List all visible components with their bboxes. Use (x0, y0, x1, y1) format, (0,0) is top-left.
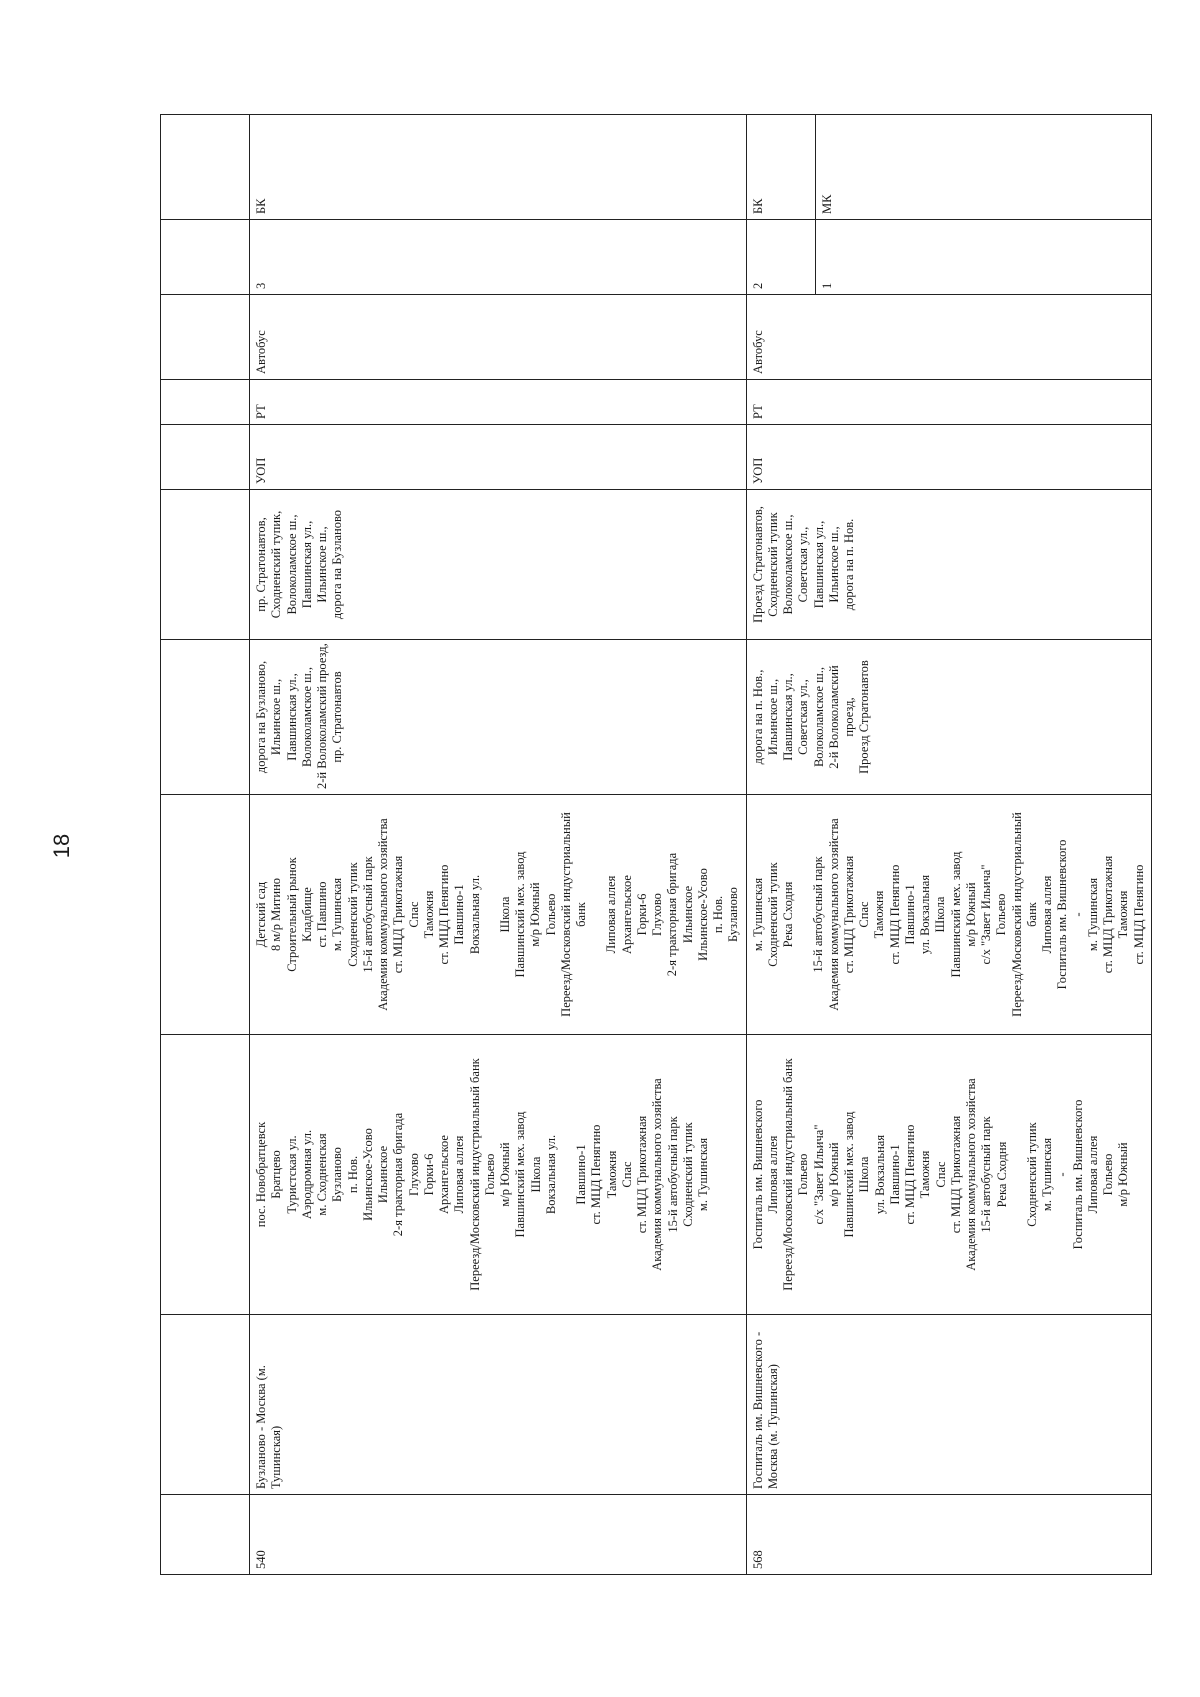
street-item: пр. Стратонавтов (330, 671, 345, 763)
stop-item: Бузланово (330, 1147, 345, 1202)
header-cell (161, 115, 250, 220)
page-number: 18 (49, 833, 74, 859)
street-item: 2-й Волоколамский проезд, (315, 643, 329, 789)
stop-item: Спас (857, 901, 871, 928)
stop-item: Спас (619, 1161, 634, 1188)
stop-item: Переезд/Московский индустриальный банк (558, 812, 588, 1017)
stop-item: 15-й автобусный парк (665, 1116, 680, 1233)
stop-item: Кладбище (299, 887, 314, 942)
stop-item: ул. Вокзальная (872, 1134, 887, 1215)
stop-item: Переезд/Московский индустриальный банк (467, 1058, 482, 1291)
stop-item: Академия коммунального хозяйства (376, 818, 390, 1011)
street-item: Сходненский тупик, (269, 510, 284, 619)
stop-item: Госпиталь им. Вишневского (1070, 1099, 1085, 1250)
street-item: Сходненский тупик (765, 512, 780, 617)
stop-item: ст. МЦД Трикотажная (1101, 855, 1115, 974)
tariff: РТ (250, 380, 747, 425)
stop-item: м/р Южный (1116, 1142, 1131, 1207)
stop-item: Аэродромная ул. (299, 1129, 314, 1220)
vehicle-class-value: БК (254, 198, 268, 214)
stop-item: Школа (497, 896, 512, 933)
header-cell (161, 380, 250, 425)
stop-item: м/р Южный (826, 1142, 841, 1207)
stop-item: Павшинский мех. завод (842, 1111, 856, 1238)
stop-item: м. Тушинская (330, 877, 345, 952)
stop-item: Школа (857, 1156, 872, 1193)
header-cell (161, 425, 250, 490)
stop-item (559, 1040, 574, 1309)
stop-item: Гольево (482, 1153, 497, 1196)
stop-item: м/р Южный (498, 1142, 512, 1207)
stop-item: Павшино-1 (887, 1144, 902, 1205)
stops-forward (250, 1035, 747, 1315)
stops-forward (746, 1035, 1151, 1315)
stop-item: Гольево (543, 893, 558, 936)
vehicle-count (746, 220, 1151, 295)
stop-item: Академия коммунального хозяйства (964, 1078, 978, 1271)
stop-item: м. Тушинская (696, 1137, 710, 1212)
stop-item: ст. МЦД Пенягино (1131, 864, 1146, 965)
stop-item: Таможня (604, 1150, 619, 1199)
stop-item: ст. МЦД Пенягино (589, 1124, 604, 1225)
stop-item: ст. МЦД Трикотажная (948, 1115, 963, 1234)
stop-item: ст. МЦД Трикотажная (841, 855, 856, 974)
stop-item: Вокзальная ул. (467, 874, 482, 955)
route-number: 540 (250, 1495, 747, 1575)
stop-item: Липовая аллея (604, 875, 619, 954)
header-cell (161, 1315, 250, 1495)
route-table-rotated (160, 115, 1146, 1575)
stop-item: Павшинский мех. завод (513, 851, 527, 978)
stop-item: Бузланово (726, 887, 741, 942)
stop-item: Госпиталь им. Вишневского (750, 1099, 765, 1250)
stop-item: 2-я тракторная бригада (665, 852, 680, 977)
street-item: Павшинская ул., (284, 673, 299, 761)
stop-item: м. Тушинская (1085, 877, 1100, 952)
stop-item: 15-й автобусный парк (979, 1116, 994, 1233)
street-item: Павшинская ул., (811, 520, 826, 609)
stop-item: Архангельское (437, 1135, 451, 1214)
stop-item: Павшинский мех. завод (513, 1111, 528, 1238)
street-item: Волоколамское ш., (811, 666, 826, 768)
stop-item: Госпиталь им. Вишневского (1055, 839, 1070, 990)
route-name: Бузланово - Москва (м. Тушинская) (250, 1315, 747, 1495)
stop-item: Горки-6 (634, 893, 649, 936)
vehicle-class-value: МК (815, 115, 884, 219)
table-header-spacer (161, 115, 250, 1575)
stop-item: Гольево (994, 893, 1009, 936)
vehicle-count-value: 2 (750, 282, 765, 289)
stop-item: Вокзальная ул. (543, 1134, 558, 1215)
vehicle-class (250, 115, 747, 220)
stops-backward (250, 795, 747, 1035)
stop-item: с/х "Завет Ильича" (811, 1124, 826, 1225)
stop-item: Глухово (650, 893, 664, 936)
stop-item: Сходненский тупик (1024, 1122, 1039, 1227)
stop-item: Архангельское (619, 875, 634, 954)
street-item: дорога на Бузланово (330, 509, 345, 620)
stop-item: Липовая аллея (1085, 1135, 1100, 1214)
stop-item: Таможня (1116, 890, 1131, 939)
stop-item: Переезд/Московский индустриальный банк (1009, 812, 1039, 1017)
stop-item: п. Нов. (345, 1155, 360, 1194)
stop-item: Школа (528, 1156, 543, 1193)
street-item: Волоколамское ш., (781, 514, 795, 615)
street-item: Советская ул., (796, 679, 811, 755)
stop-item: Река Сходня (781, 881, 795, 948)
stop-item: Академия коммунального хозяйства (650, 1078, 665, 1271)
stop-item: Детский сад (254, 881, 268, 948)
table-body (161, 115, 1152, 1575)
street-item: дорога на Бузланово, (254, 660, 268, 774)
stop-item: 15-й автобусный парк (360, 856, 375, 973)
route-row (746, 115, 1151, 1575)
stop-item: Ильинское (680, 885, 695, 944)
stop-item: ст. МЦД Пенягино (887, 864, 902, 965)
stop-item: с/х "Завет Ильича" (979, 864, 993, 965)
stop-item: Спас (933, 1161, 948, 1188)
vehicle-type: Автобус (746, 295, 1151, 380)
stop-item: Сходненский тупик (765, 862, 780, 967)
stop-item (483, 800, 498, 1029)
street-item: пр. Стратонавтов, (254, 517, 268, 612)
header-cell (161, 490, 250, 640)
street-item: Проезд Стратонавтов, (750, 506, 765, 623)
vehicle-class (746, 115, 1151, 220)
stop-item: Школа (933, 896, 948, 933)
street-item: Павшинская ул., (781, 673, 795, 761)
stop-item: Ильинское-Усово (360, 1128, 375, 1221)
tariff: РТ (746, 380, 1151, 425)
street-item: Волоколамское ш., (299, 666, 314, 768)
stop-item: 2-я тракторная бригада (391, 1112, 406, 1237)
street-item: Советская ул., (796, 526, 811, 603)
stop-item: Таможня (872, 890, 887, 939)
stop-mode: УОП (250, 425, 747, 490)
stop-item: м/р Южный (528, 882, 543, 947)
stop-item: Академия коммунального хозяйства (826, 818, 841, 1011)
stop-item: - (1070, 912, 1085, 917)
stop-item: п. Нов. (711, 895, 725, 934)
stop-item: - (1055, 1172, 1070, 1177)
street-item: Ильинское ш., (315, 526, 329, 603)
stop-item: Гольево (796, 1153, 811, 1196)
stop-item: Липовая аллея (1040, 875, 1054, 954)
vehicle-count-value: 1 (815, 220, 884, 294)
header-cell (161, 640, 250, 795)
stop-item: пос. Новобратцевск (254, 1121, 268, 1228)
stop-mode: УОП (746, 425, 1151, 490)
street-item: дорога на п. Нов. (842, 518, 856, 611)
stops-backward (746, 795, 1151, 1035)
vehicle-class-value: БК (750, 198, 765, 214)
header-cell (161, 220, 250, 295)
stop-item: Сходненский тупик (345, 862, 360, 967)
stop-item: м. Тушинская (750, 877, 765, 952)
stop-item: ст. МЦД Трикотажная (635, 1115, 649, 1234)
street-item: дорога на п. Нов., (750, 669, 765, 765)
street-item: Проезд Стратонавтов (857, 660, 872, 774)
header-cell (161, 1495, 250, 1575)
stop-item: Глухово (406, 1153, 421, 1196)
streets-backward (746, 490, 1151, 640)
stop-item: ст. МЦД Пенягино (437, 864, 451, 965)
header-cell (161, 295, 250, 380)
stop-item: ул. Вокзальная (918, 874, 932, 955)
stop-item: Липовая аллея (452, 1135, 467, 1214)
street-item: 2-й Волоколамский (826, 665, 841, 769)
stop-item: Река Сходня (994, 1141, 1009, 1208)
stop-item: Таможня (918, 1150, 933, 1199)
vehicle-type: Автобус (250, 295, 747, 380)
route-table (160, 114, 1152, 1575)
street-item: Павшинская ул., (299, 520, 314, 609)
header-cell (161, 1035, 250, 1315)
stop-item: 8 м/р Митино (269, 877, 284, 952)
street-item: Волоколамское ш., (284, 514, 299, 615)
route-row (250, 115, 747, 1575)
stop-item: м. Тушинская (1040, 1137, 1054, 1212)
stop-item: Сходненский тупик (680, 1122, 695, 1227)
street-item: Ильинское ш., (269, 678, 284, 756)
street-item: Ильинское ш., (826, 526, 841, 603)
street-item: проезд, (842, 697, 856, 737)
streets-backward (250, 490, 747, 640)
stop-item: Спас (406, 901, 421, 928)
stop-item: Туристская ул. (284, 1135, 299, 1214)
stop-item: Таможня (421, 890, 436, 939)
stop-item (796, 800, 811, 1029)
stop-item: Павшино-1 (574, 1144, 588, 1205)
stop-item: Переезд/Московский индустриальный банк (781, 1058, 795, 1291)
stop-item: Павшинский мех. завод (948, 851, 963, 978)
stop-item: 15-й автобусный парк (811, 856, 826, 973)
stop-item: Горки-6 (421, 1153, 436, 1196)
stop-item: Строительный рынок (284, 857, 299, 972)
stop-item: Павшино-1 (902, 884, 917, 945)
stop-item: Братцево (269, 1150, 284, 1199)
header-cell (161, 795, 250, 1035)
stop-item: ст. МЦД Пенягино (903, 1124, 917, 1225)
stop-item: Липовая аллея (765, 1135, 780, 1214)
stop-item: м. Сходненская (315, 1133, 329, 1216)
stop-item: ст. Павшино (315, 881, 329, 948)
stop-item (1010, 1040, 1025, 1309)
stop-item: м/р Южный (963, 882, 978, 947)
streets-forward (746, 640, 1151, 795)
stop-item: Ильинское-Усово (695, 868, 710, 961)
streets-forward (250, 640, 747, 795)
vehicle-count (250, 220, 747, 295)
stop-item: Ильинское (376, 1145, 390, 1204)
vehicle-count-value: 3 (254, 282, 268, 289)
street-item: Ильинское ш., (765, 678, 780, 756)
stop-item: ст. МЦД Трикотажная (391, 855, 406, 974)
stop-item (589, 800, 604, 1029)
route-number: 568 (746, 1495, 1151, 1575)
stop-item: Павшино-1 (452, 884, 467, 945)
route-name: Госпиталь им. Вишневского - Москва (м. Тушинская) (746, 1315, 1151, 1495)
stop-item: Гольево (1101, 1153, 1115, 1196)
